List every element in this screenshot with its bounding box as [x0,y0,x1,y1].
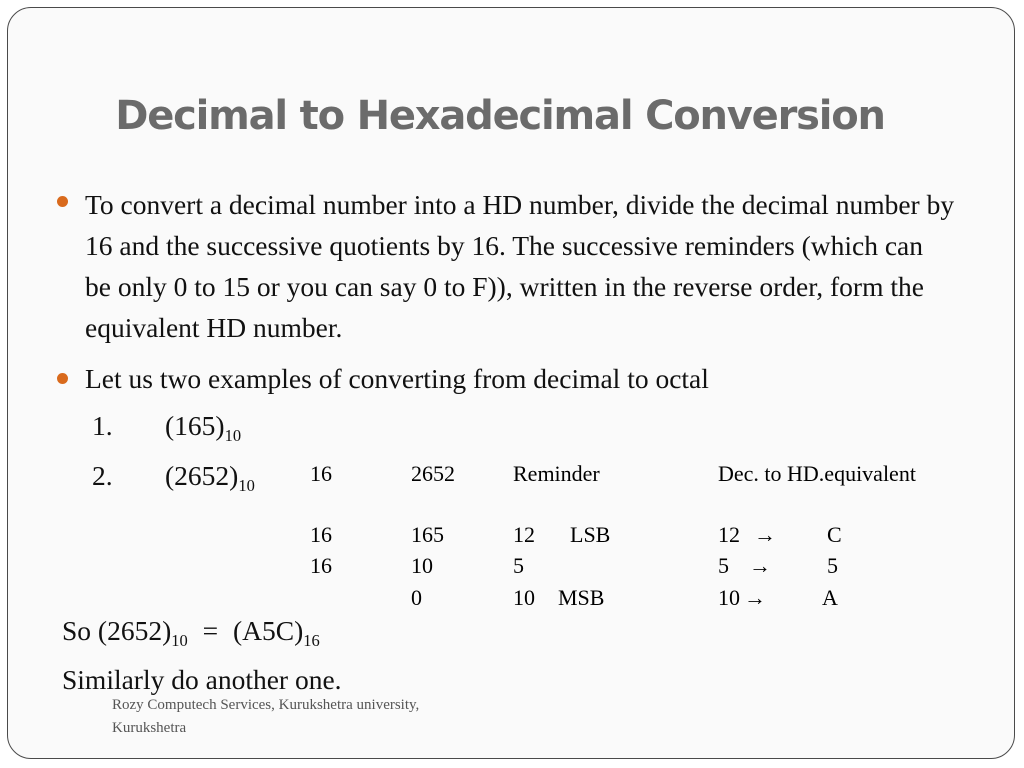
arrow-icon: → [744,585,766,610]
bullet-text: Let us two examples of converting from decimal to octal [85,363,709,394]
slide-title: Decimal to Hexadecimal Conversion [115,93,885,139]
bullet-text: To convert a decimal number into a HD number, divide the decimal number by 16 and the successive quotients by 16. The successive reminders (which can be only 0 to 15 or you can say 0 to F)), written in the reverse order, form the equivalent HD number. [85,189,955,343]
table-header: Reminder [513,461,600,486]
example-value: $(165)_{10}$ [165,410,242,445]
table-cell: 0 [411,585,422,610]
table-cell: LSB [570,522,611,547]
table-cell: 16 [310,553,332,578]
table-cell: 12 [513,522,535,547]
table-cell: 10 [718,585,740,610]
example-marker: 2. [92,460,113,491]
closing-text: Similarly do another one. [62,664,342,695]
table-cell: 5 [827,553,838,578]
table-cell: 5 [513,553,524,578]
bullet-dot-icon [57,373,68,384]
result-line: So $(2652)_{10} = (A5C)_{16}$ [62,615,320,650]
bullet-dot-icon [57,196,68,207]
table-cell: A [822,585,838,610]
table-cell: 16 [310,522,332,547]
table-cell: C [827,522,842,547]
table-cell: 10 [513,585,535,610]
table-cell: 12 [718,522,740,547]
footer-line: Rozy Computech Services, Kurukshetra university, [112,697,420,713]
table-cell: MSB [558,585,605,610]
table-cell: 5 [718,553,729,578]
table-header: Dec. to HD.equivalent [718,461,916,486]
table-header: 16 [310,461,332,486]
footer-line: Kurukshetra [112,720,187,736]
table-cell: 165 [411,522,444,547]
example-marker: 1. [92,410,113,441]
table-header: 2652 [411,461,455,486]
arrow-icon: → [754,522,776,547]
table-cell: 10 [411,553,433,578]
arrow-icon: → [749,553,771,578]
example-value: $(2652)_{10}$ [165,460,255,495]
